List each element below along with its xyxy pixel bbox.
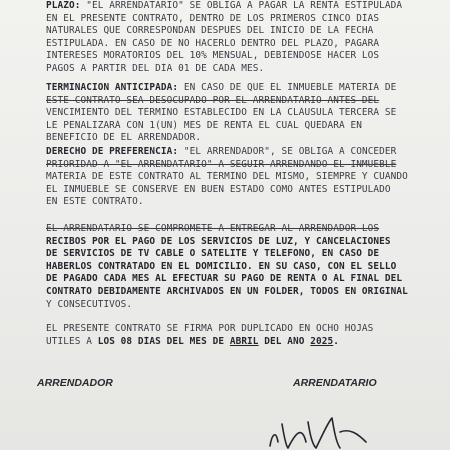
- clause-text: EN CASO DE QUE EL INMUEBLE MATERIA DE: [183, 82, 397, 93]
- clause-text: VENCIMIENTO DEL TÉRMINO ESTABLECIDO EN LA CLÁUSULA TERCERA SE: [46, 107, 397, 119]
- clause-text: EL ARRENDATARIO SE COMPROMETE A ENTREGAR AL ARRENDADOR LOS: [46, 223, 380, 234]
- clause-heading-preferencia: DERECHO DE PREFERENCIA:: [46, 146, 179, 157]
- signature-label-arrendador: ARRENDADOR: [37, 377, 113, 389]
- clause-recibos: [46, 223, 438, 311]
- signing-text: EL PRESENTE CONTRATO SE FIRMA POR DUPLICADO EN OCHO HOJAS: [46, 323, 374, 334]
- clause-text: ESTIPULADA. EN CASO DE NO HACERLO DENTRO DEL PLAZO, PAGARÁ: [46, 37, 380, 49]
- clause-text: MATERIA DE ESTE CONTRATO AL TÉRMINO DEL MISMO, SIEMPRE Y CUANDO: [46, 171, 408, 183]
- clause-text: BENEFICIO DE EL ARRENDADOR.: [46, 132, 202, 144]
- signature-label-arrendatario: ARRENDATARIO: [293, 377, 377, 389]
- clause-text: EN EL PRESENTE CONTRATO, DENTRO DE LOS PRIMEROS CINCO DÍAS: [46, 12, 380, 24]
- signing-statement: [46, 323, 438, 348]
- clause-text: DE PAGADO CADA MES AL EFECTUAR SU PAGO DE RENTA O AL FINAL DEL: [46, 273, 403, 285]
- clause-heading-terminacion: TERMINACIÓN ANTICIPADA:: [46, 82, 179, 93]
- signing-year: 2025: [310, 335, 334, 347]
- clause-text: HABERLOS CONTRATADO EN EL DOMICILIO. EN SU CASO, CON EL SELLO: [46, 260, 397, 272]
- clause-text: PRIORIDAD A "EL ARRENDATARIO" A SEGUIR ARRENDANDO EL INMUEBLE: [46, 158, 397, 170]
- clause-text: DE SERVICIOS DE TV CABLE O SATELITE Y TELEFONO, EN CASO DE: [46, 248, 380, 260]
- clause-text: Y CONSECUTIVOS.: [46, 298, 133, 310]
- clause-plazo: [46, 0, 438, 76]
- clause-terminacion: [46, 82, 438, 145]
- clause-text: EN ESTE CONTRATO.: [46, 196, 144, 208]
- clause-text: LE PENALIZARÁ CON 1(UN) MES DE RENTA EL CUAL QUEDARÁ EN: [46, 119, 362, 131]
- clause-text: INTERESES MORATORIOS DEL 10% MENSUAL, DEBIÉNDOSE HACER LOS: [46, 50, 380, 62]
- clause-text: CONTRATO DEBIDAMENTE ARCHIVADOS EN UN FOLDER, TODOS EN ORIGINAL: [46, 285, 408, 297]
- clause-text: NATURALES QUE CORRESPONDAN DESPUÉS DEL INICIO DE LA FECHA: [46, 25, 374, 37]
- clause-heading-plazo: PLAZO:: [46, 0, 81, 11]
- signing-text: ÚTILES A: [46, 335, 98, 347]
- clause-text: "EL ARRENDATARIO" SE OBLIGA A PAGAR LA RENTA ESTIPULADA: [86, 0, 403, 11]
- clause-preferencia: [46, 146, 438, 209]
- clause-text: "EL ARRENDADOR", SE OBLIGA A CONCEDER: [183, 146, 397, 157]
- signing-end: .: [333, 335, 339, 347]
- clause-text: ESTE CONTRATO SEA DESOCUPADO POR EL ARRENDATARIO ANTES DEL: [46, 94, 380, 106]
- clause-text: RECIBOS POR EL PAGO DE LOS SERVICIOS DE LUZ, Y CANCELACIONES: [46, 235, 391, 247]
- signing-month: ABRIL: [229, 335, 259, 347]
- clause-text: EL INMUEBLE SE CONSERVE EN BUEN ESTADO COMO ANTES ESTIPULADO: [46, 183, 391, 195]
- signing-date-prefix: LOS 08 DÍAS DEL MES DE: [97, 335, 230, 347]
- signing-date-mid: DEL AÑO: [258, 335, 311, 347]
- handwritten-signature: [262, 412, 442, 450]
- clause-text: PAGOS A PARTIR DEL DÍA 01 DE CADA MES.: [46, 62, 265, 74]
